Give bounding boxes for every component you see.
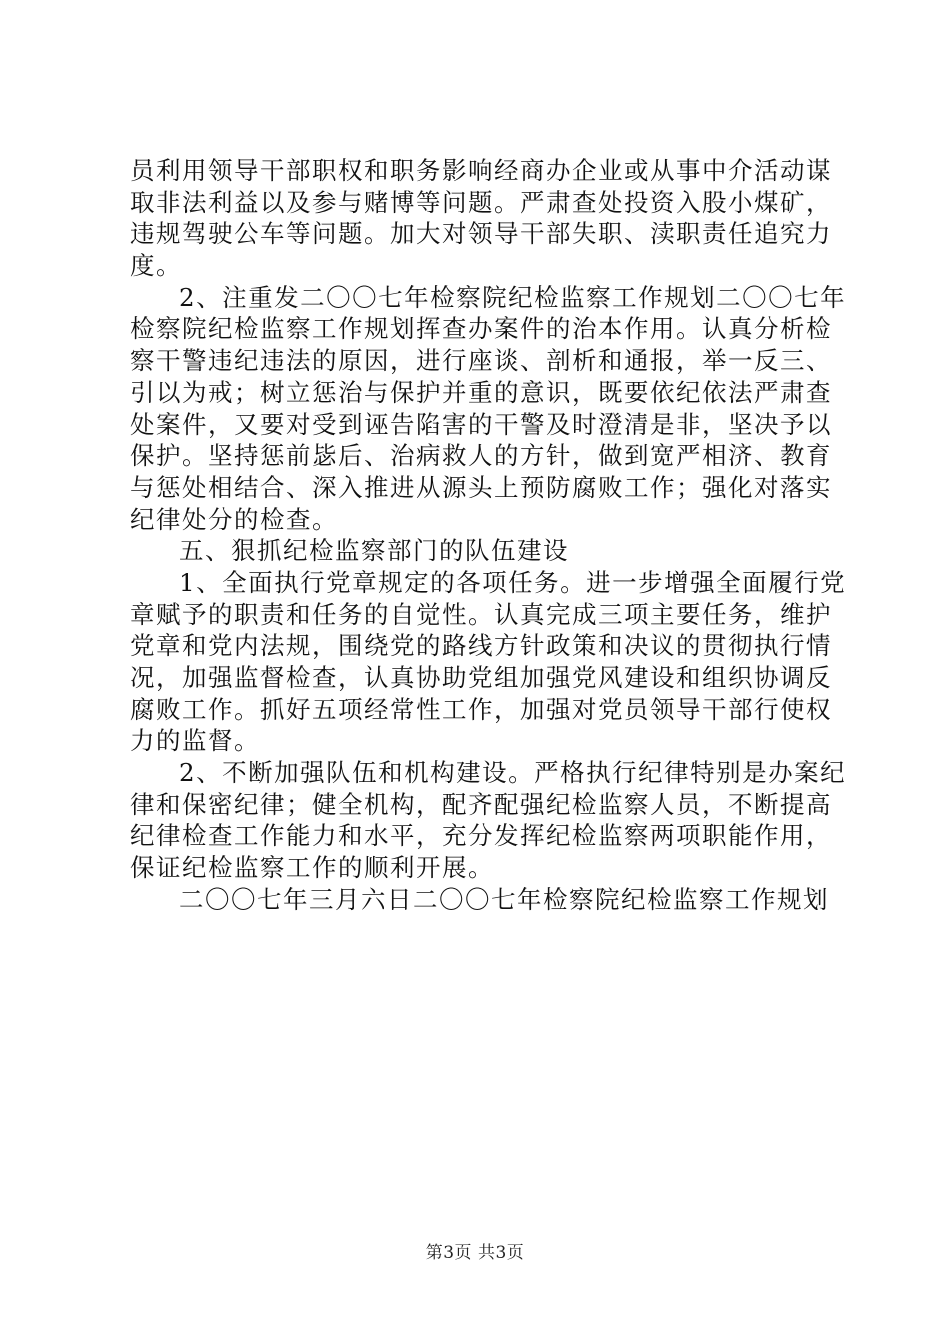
text-line: 2、不断加强队伍和机构建设。严格执行纪律特别是办案纪: [179, 758, 847, 788]
text-line: 力的监督。: [130, 726, 260, 756]
text-line: 违规驾驶公车等问题。加大对领导干部失职、渎职责任追究力: [130, 219, 832, 249]
text-line: 处案件，又要对受到诬告陷害的干警及时澄清是非，坚决予以: [130, 409, 832, 439]
text-line: 纪律检查工作能力和水平，充分发挥纪检监察两项职能作用，: [130, 821, 832, 851]
text-line: 引以为戒；树立惩治与保护并重的意识，既要依纪依法严肃查: [130, 377, 832, 407]
text-line: 与惩处相结合、深入推进从源头上预防腐败工作；强化对落实: [130, 472, 832, 502]
text-line: 度。: [130, 251, 182, 281]
text-line: 纪律处分的检查。: [130, 504, 338, 534]
text-line: 保证纪检监察工作的顺利开展。: [130, 853, 494, 883]
text-line: 1、全面执行党章规定的各项任务。进一步增强全面履行党: [179, 567, 847, 597]
text-line: 党章和党内法规，围绕党的路线方针政策和决议的贯彻执行情: [130, 631, 832, 661]
text-line: 五、狠抓纪检监察部门的队伍建设: [179, 536, 569, 566]
text-line: 察干警违纪违法的原因，进行座谈、剖析和通报，举一反三、: [130, 346, 832, 376]
text-line: 检察院纪检监察工作规划挥查办案件的治本作用。认真分析检: [130, 314, 832, 344]
document-body: [130, 155, 847, 916]
text-line: 况，加强监督检查，认真协助党组加强党风建设和组织协调反: [130, 663, 832, 692]
text-line: 员利用领导干部职权和职务影响经商办企业或从事中介活动谋: [130, 156, 832, 185]
text-line: 腐败工作。抓好五项经常性工作，加强对党员领导干部行使权: [130, 694, 832, 724]
page-number-footer: 第3页 共3页: [425, 1243, 525, 1263]
text-line: 取非法利益以及参与赌博等问题。严肃查处投资入股小煤矿，: [130, 187, 832, 217]
text-line: 二〇〇七年三月六日二〇〇七年检察院纪检监察工作规划: [179, 884, 829, 914]
text-line: 律和保密纪律；健全机构，配齐配强纪检监察人员，不断提高: [130, 789, 832, 819]
text-line: 保护。坚持惩前毖后、治病救人的方针，做到宽严相济、教育: [130, 441, 832, 471]
text-line: 章赋予的职责和任务的自觉性。认真完成三项主要任务，维护: [130, 599, 832, 629]
text-line: 2、注重发二〇〇七年检察院纪检监察工作规划二〇〇七年: [179, 282, 847, 312]
